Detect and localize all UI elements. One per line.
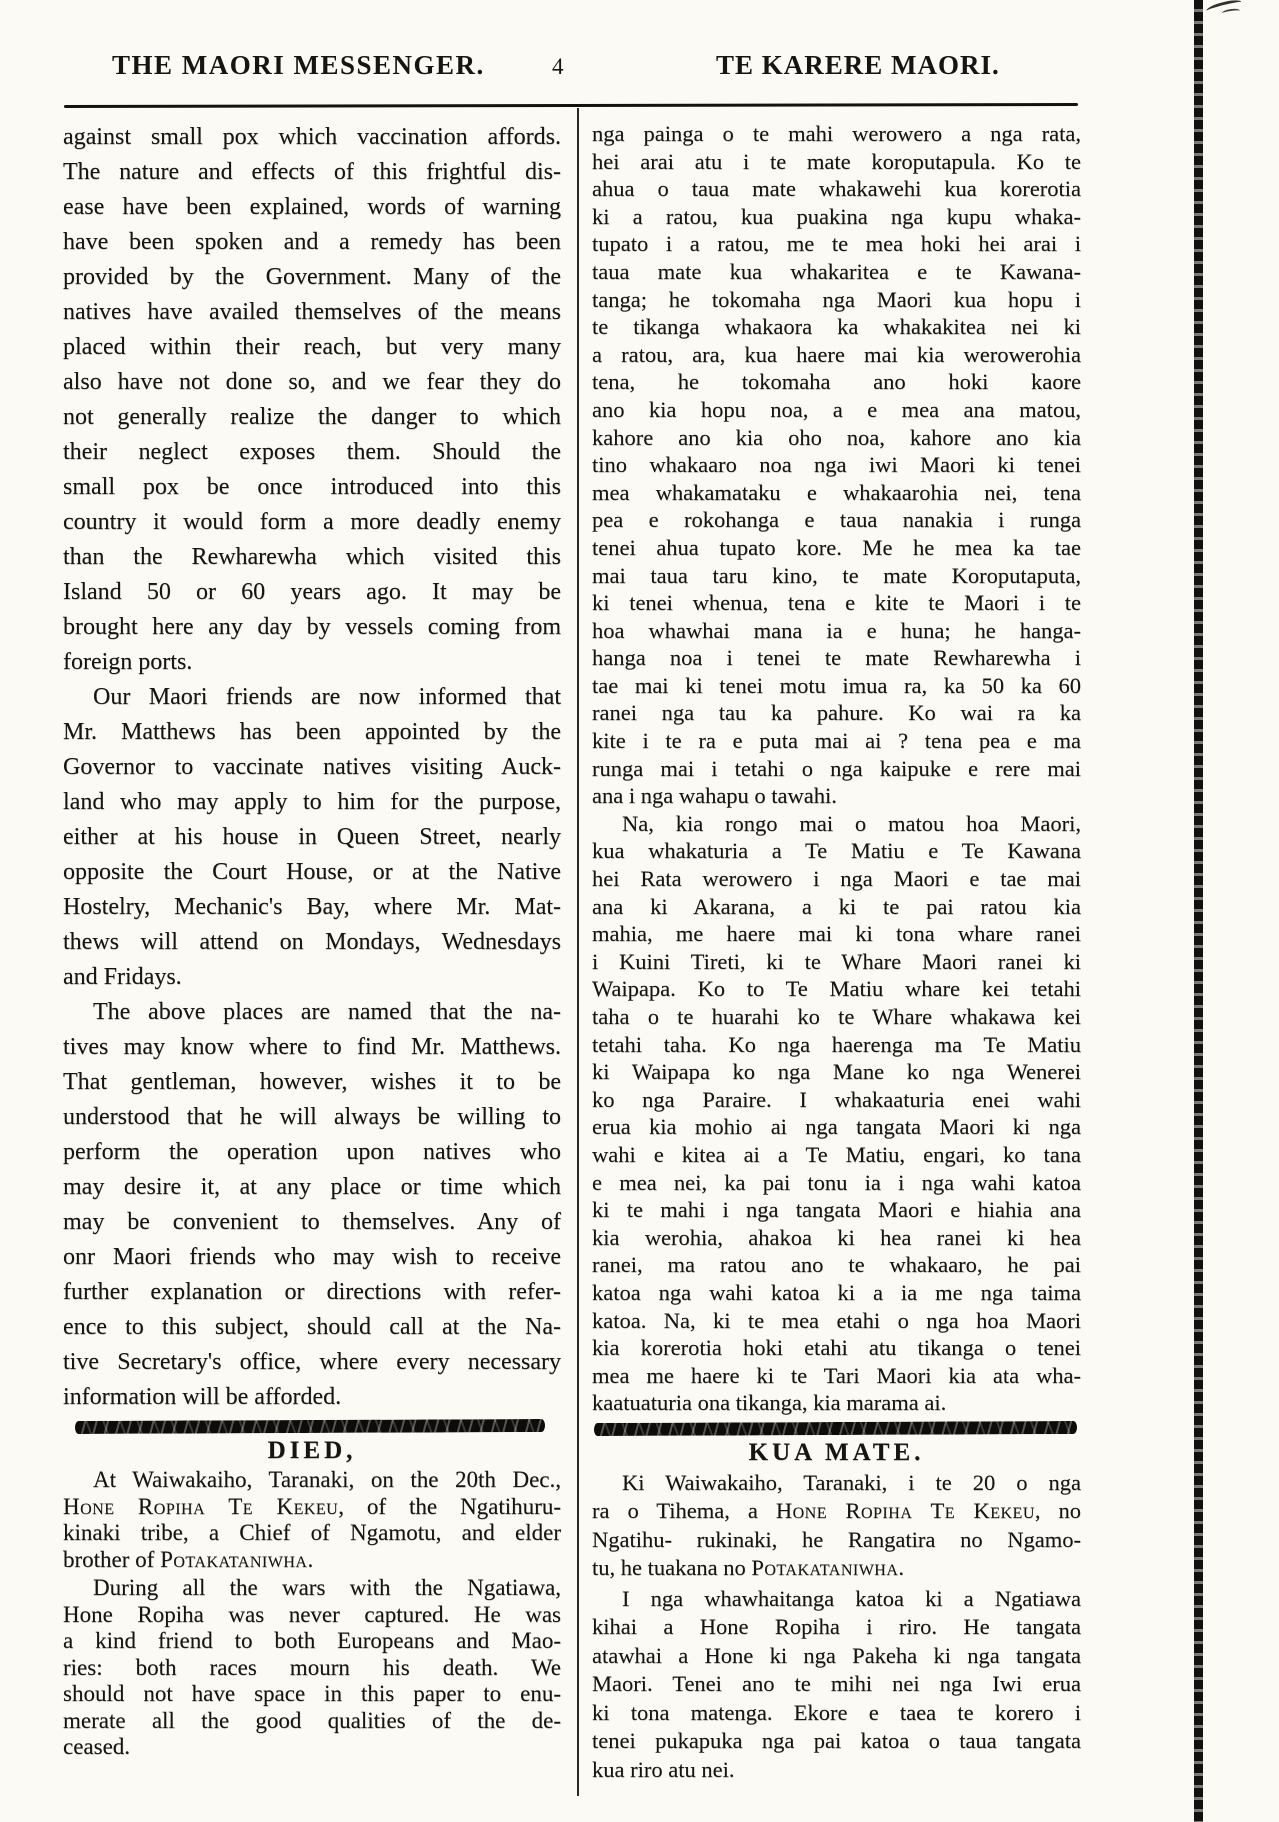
text-run: kinaki tribe, a Chief of Ngamotu, and elder bbox=[63, 1520, 561, 1545]
text-run: tu, he tuakana no bbox=[592, 1555, 752, 1581]
text-line bbox=[592, 893, 1081, 921]
text-run: tive Secretary's office, where every necessary bbox=[63, 1349, 561, 1375]
text-line bbox=[63, 1065, 561, 1100]
text-line bbox=[592, 617, 1081, 645]
text-run: further explanation or directions with refer- bbox=[63, 1279, 561, 1305]
text-run: Na, kia rongo mai o matou hoa Maori, bbox=[622, 810, 1081, 836]
text-line bbox=[592, 1585, 1081, 1614]
text-line bbox=[592, 1031, 1081, 1059]
header-rule bbox=[64, 103, 1078, 108]
text-run: understood that he will always be willing to bbox=[63, 1104, 561, 1130]
text-run: Waipapa. Ko to Te Matiu whare kei tetahi bbox=[592, 976, 1081, 1002]
ornamental-rule-bar bbox=[75, 1419, 545, 1434]
smallcaps-name: Potakataniwha bbox=[160, 1546, 308, 1572]
text-line bbox=[63, 1602, 561, 1629]
text-run: ence to this subject, should call at the Na- bbox=[63, 1314, 561, 1340]
text-line bbox=[63, 435, 561, 470]
text-run: ano kia hopu noa, a e mea ana matou, bbox=[592, 396, 1081, 422]
text-line bbox=[592, 589, 1081, 617]
text-line bbox=[592, 1334, 1081, 1362]
text-line bbox=[592, 1756, 1081, 1785]
text-run: kihai a Hone Ropiha i riro. He tangata bbox=[592, 1614, 1081, 1640]
text-run: a ratou, ara, kua haere mai kia werowerohia bbox=[592, 341, 1081, 367]
text-run: , of the Ngatihuru- bbox=[338, 1493, 561, 1519]
masthead-left-title: THE MAORI MESSENGER. bbox=[112, 50, 485, 80]
text-run: perform the operation upon natives who bbox=[63, 1139, 561, 1165]
text-line bbox=[63, 1520, 561, 1547]
text-line bbox=[592, 451, 1081, 479]
paragraph bbox=[63, 995, 561, 1415]
text-run: ki tenei whenua, tena e kite te Maori i te bbox=[592, 590, 1081, 616]
text-run: katoa. Na, ki te mea etahi o nga hoa Maori bbox=[592, 1307, 1081, 1333]
page-edge-scan-band bbox=[1194, 0, 1203, 1822]
text-line bbox=[63, 505, 561, 540]
text-line bbox=[592, 562, 1081, 590]
text-run: opposite the Court House, or at the Native bbox=[63, 859, 561, 885]
text-run: hanga noa i tenei te mate Rewharewha i bbox=[592, 645, 1081, 671]
text-run: natives have availed themselves of the means bbox=[63, 299, 561, 325]
text-run: nga painga o te mahi werowero a nga rata, bbox=[592, 121, 1081, 146]
text-run: hoa whawhai mana ia e huna; he hanga- bbox=[592, 617, 1081, 643]
text-run: hei arai atu i te mate koroputapula. Ko te bbox=[592, 148, 1081, 174]
text-line bbox=[63, 1734, 561, 1761]
text-line bbox=[592, 1642, 1081, 1671]
text-line bbox=[592, 341, 1081, 369]
text-run: their neglect exposes them. Should the bbox=[63, 439, 561, 465]
text-run: tena, he tokomaha ano hoki kaore bbox=[592, 369, 1081, 395]
text-run: onr Maori friends who may wish to receive bbox=[63, 1244, 561, 1270]
text-run: kahore ano kia oho noa, kahore ano kia bbox=[592, 424, 1081, 450]
text-line bbox=[592, 479, 1081, 507]
text-line bbox=[592, 534, 1081, 562]
text-line bbox=[592, 1279, 1081, 1307]
text-line bbox=[63, 820, 561, 855]
text-line bbox=[592, 1362, 1081, 1390]
text-run: brought here any day by vessels coming from bbox=[63, 614, 561, 640]
paragraph bbox=[63, 120, 561, 680]
text-line bbox=[592, 1086, 1081, 1114]
text-run: taha o te huarahi ko te Whare whakawa kei bbox=[592, 1004, 1081, 1029]
text-run: kia werohia, ahakoa ki hea ranei ki hea bbox=[592, 1224, 1081, 1250]
paragraph bbox=[592, 810, 1081, 1417]
text-line bbox=[592, 1224, 1081, 1252]
text-line bbox=[63, 1240, 561, 1275]
text-line bbox=[63, 1380, 561, 1415]
text-run: mahia, me haere mai ki tona whare ranei bbox=[592, 921, 1081, 947]
text-run: tetahi taha. Ko nga haerenga ma Te Matiu bbox=[592, 1031, 1081, 1057]
text-line bbox=[592, 810, 1081, 838]
text-line bbox=[63, 680, 561, 715]
text-line bbox=[63, 1205, 561, 1240]
text-line bbox=[63, 890, 561, 925]
text-run: also have not done so, and we fear they do bbox=[63, 369, 561, 395]
text-line bbox=[63, 120, 561, 155]
smallcaps-name: Hone Ropiha Te Kekeu bbox=[775, 1498, 1035, 1524]
text-line bbox=[63, 365, 561, 400]
text-run: Our Maori friends are now informed that bbox=[93, 684, 561, 710]
text-run: Hone Ropiha was never captured. He was bbox=[63, 1601, 561, 1627]
text-run: ries: both races mourn his death. We bbox=[63, 1654, 561, 1680]
text-line bbox=[63, 645, 561, 680]
text-line bbox=[592, 1389, 1081, 1417]
paragraph bbox=[592, 1469, 1081, 1583]
text-line bbox=[63, 190, 561, 225]
text-run: may be convenient to themselves. Any of bbox=[63, 1209, 561, 1235]
text-run: ana ki Akarana, a ki te pai ratou kia bbox=[592, 893, 1081, 919]
maori-column bbox=[592, 120, 1081, 1784]
text-run: That gentleman, however, wishes it to be bbox=[63, 1069, 561, 1095]
text-run: kua riro atu nei. bbox=[592, 1756, 735, 1782]
text-run: tives may know where to find Mr. Matthews. bbox=[63, 1034, 561, 1060]
text-run: mea me haere ki te Tari Maori kia ata wha- bbox=[592, 1362, 1081, 1388]
text-line bbox=[592, 1727, 1081, 1756]
text-run: I nga whawhaitanga katoa ki a Ngatiawa bbox=[622, 1585, 1081, 1611]
text-run: tenei ahua tupato kore. Me he mea ka tae bbox=[592, 534, 1081, 560]
text-line bbox=[63, 610, 561, 645]
text-run: merate all the good qualities of the de- bbox=[63, 1707, 561, 1733]
text-line bbox=[63, 1170, 561, 1205]
text-line bbox=[592, 506, 1081, 534]
text-run: ki te mahi i nga tangata Maori e hiahia ana bbox=[592, 1197, 1081, 1223]
text-line bbox=[63, 925, 561, 960]
text-line bbox=[63, 1100, 561, 1135]
section-heading: KUA MATE. bbox=[748, 1438, 925, 1466]
text-line bbox=[63, 785, 561, 820]
text-line bbox=[63, 855, 561, 890]
text-line bbox=[63, 295, 561, 330]
text-line bbox=[592, 1169, 1081, 1197]
text-line bbox=[592, 672, 1081, 700]
text-line bbox=[592, 120, 1081, 148]
text-run: tino whakaaro noa nga iwi Maori ki tenei bbox=[592, 452, 1081, 478]
text-run: . bbox=[307, 1546, 314, 1572]
smallcaps-name: Potakataniwha bbox=[751, 1555, 899, 1581]
text-line bbox=[63, 1628, 561, 1655]
text-run: tenei pukapuka nga pai katoa o taua tangata bbox=[592, 1728, 1081, 1754]
text-line bbox=[63, 1494, 561, 1521]
text-line bbox=[63, 330, 561, 365]
text-run: kite i te ra e puta mai ai ? tena pea e ma bbox=[592, 728, 1081, 754]
text-run: ana i nga wahapu o tawahi. bbox=[592, 783, 837, 809]
text-line bbox=[63, 960, 561, 995]
text-line bbox=[63, 540, 561, 575]
smallcaps-name: Hone Ropiha Te Kekeu bbox=[63, 1493, 339, 1519]
text-run: e mea nei, ka pai tonu ia i nga wahi katoa bbox=[592, 1169, 1081, 1195]
text-line bbox=[63, 1275, 561, 1310]
text-run: ki tona matenga. Ekore e taea te korero i bbox=[592, 1699, 1081, 1725]
text-run: kia korerotia hoki etahi atu tikanga o tenei bbox=[592, 1335, 1081, 1361]
text-line bbox=[63, 470, 561, 505]
text-run: te tikanga whakaora ka whakakitea nei ki bbox=[592, 314, 1081, 340]
page-number: 4 bbox=[552, 54, 564, 79]
text-run: against small pox which vaccination affords. bbox=[63, 124, 561, 150]
text-run: At Waiwakaiho, Taranaki, on the 20th Dec., bbox=[93, 1467, 561, 1492]
text-line bbox=[63, 1655, 561, 1682]
text-line bbox=[63, 155, 561, 190]
text-line bbox=[592, 1497, 1081, 1526]
text-run: kua whakaturia a Te Matiu e Te Kawana bbox=[592, 838, 1081, 864]
text-line bbox=[592, 1141, 1081, 1169]
text-run: ranei nga tau ka pahure. Ko wai ra ka bbox=[592, 700, 1081, 726]
text-run: ahua o taua mate whakawehi kua korerotia bbox=[592, 176, 1081, 202]
text-run: small pox be once introduced into this bbox=[63, 474, 561, 500]
text-line bbox=[592, 396, 1081, 424]
english-column bbox=[63, 120, 561, 1761]
text-line bbox=[63, 1030, 561, 1065]
text-run: , no bbox=[1034, 1498, 1081, 1524]
text-line bbox=[592, 1251, 1081, 1279]
text-run: pea e rokohanga e taua nanakia i runga bbox=[592, 507, 1081, 533]
text-line bbox=[63, 1467, 561, 1494]
text-line bbox=[592, 286, 1081, 314]
text-line bbox=[63, 1575, 561, 1602]
text-run: Hostelry, Mechanic's Bay, where Mr. Mat- bbox=[63, 894, 561, 920]
text-run: tupato i a ratou, me te mea hoki hei arai i bbox=[592, 231, 1081, 257]
paragraph bbox=[63, 1575, 561, 1761]
text-run: either at his house in Queen Street, nearly bbox=[63, 824, 561, 850]
text-run: . bbox=[898, 1555, 905, 1581]
text-line bbox=[63, 995, 561, 1030]
section-heading: DIED, bbox=[267, 1437, 357, 1464]
text-run: placed within their reach, but very many bbox=[63, 334, 561, 360]
text-line bbox=[592, 1670, 1081, 1699]
text-run: may desire it, at any place or time which bbox=[63, 1174, 561, 1200]
text-line bbox=[592, 1113, 1081, 1141]
text-line bbox=[592, 1526, 1081, 1555]
paragraph bbox=[63, 1467, 561, 1573]
text-run: runga mai i tetahi o nga kaipuke e rere mai bbox=[592, 755, 1081, 781]
text-line bbox=[592, 203, 1081, 231]
text-line bbox=[592, 424, 1081, 452]
text-run: taua mate kua whakaritea e te Kawana- bbox=[592, 258, 1081, 284]
text-run: country it would form a more deadly enemy bbox=[63, 509, 561, 535]
text-line bbox=[592, 1613, 1081, 1642]
text-run: hei Rata werowero i nga Maori e tae mai bbox=[592, 866, 1081, 892]
text-line bbox=[63, 1708, 561, 1735]
text-run: Maori. Tenei ano te mihi nei nga Iwi erua bbox=[592, 1671, 1081, 1697]
text-run: a kind friend to both Europeans and Mao- bbox=[63, 1628, 561, 1653]
text-run: atawhai a Hone ki nga Pakeha ki nga tangata bbox=[592, 1642, 1081, 1668]
text-run: ko nga Paraire. I whakaaturia enei wahi bbox=[592, 1086, 1081, 1112]
text-line bbox=[592, 755, 1081, 783]
ornamental-rule-bar bbox=[594, 1421, 1077, 1436]
text-line bbox=[63, 1345, 561, 1380]
text-run: land who may apply to him for the purpose, bbox=[63, 789, 561, 815]
text-run: Mr. Matthews has been appointed by the bbox=[63, 719, 561, 745]
text-line bbox=[592, 148, 1081, 176]
text-run: not generally realize the danger to which bbox=[63, 404, 561, 430]
text-line bbox=[63, 260, 561, 295]
text-line bbox=[592, 948, 1081, 976]
text-run: Governor to vaccinate natives visiting Auck- bbox=[63, 754, 561, 780]
text-run: brother of bbox=[63, 1546, 161, 1572]
text-line bbox=[592, 1307, 1081, 1335]
text-run: katoa nga wahi katoa ki a ia me nga taima bbox=[592, 1279, 1081, 1305]
text-run: ki a ratou, kua puakina nga kupu whaka- bbox=[592, 203, 1081, 229]
text-line bbox=[592, 699, 1081, 727]
text-line bbox=[63, 1135, 561, 1170]
text-line bbox=[592, 1003, 1081, 1031]
text-line bbox=[63, 750, 561, 785]
text-run: provided by the Government. Many of the bbox=[63, 264, 561, 290]
text-run: The nature and effects of this frightful dis- bbox=[63, 159, 561, 185]
paragraph bbox=[592, 120, 1081, 810]
text-line bbox=[63, 1681, 561, 1708]
text-run: mea whakamataku e whakaarohia nei, tena bbox=[592, 479, 1081, 505]
text-run: During all the wars with the Ngatiawa, bbox=[93, 1575, 561, 1600]
text-line bbox=[592, 1699, 1081, 1728]
text-line bbox=[592, 920, 1081, 948]
text-line bbox=[63, 575, 561, 610]
text-run: erua kia mohio ai nga tangata Maori ki nga bbox=[592, 1114, 1081, 1140]
text-run: than the Rewharewha which visited this bbox=[63, 544, 561, 570]
text-line bbox=[592, 865, 1081, 893]
text-line bbox=[63, 400, 561, 435]
paragraph bbox=[592, 1585, 1081, 1785]
text-line bbox=[592, 230, 1081, 258]
text-run: foreign ports. bbox=[63, 649, 193, 675]
text-line bbox=[592, 975, 1081, 1003]
text-line bbox=[592, 258, 1081, 286]
column-divider-rule bbox=[577, 108, 579, 1796]
text-line bbox=[592, 837, 1081, 865]
text-run: and Fridays. bbox=[63, 964, 182, 990]
text-line bbox=[592, 1469, 1081, 1498]
text-line bbox=[63, 1547, 561, 1574]
text-run: ranei, ma ratou ano te whakaaro, he pai bbox=[592, 1252, 1081, 1278]
text-run: i Kuini Tireti, ki te Whare Maori ranei ki bbox=[592, 948, 1081, 974]
text-run: Ngatihu- rukinaki, he Rangatira no Ngamo- bbox=[592, 1526, 1081, 1552]
text-run: Ki Waiwakaiho, Taranaki, i te 20 o nga bbox=[622, 1469, 1081, 1495]
text-run: kaatuaturia ona tikanga, kia marama ai. bbox=[592, 1390, 947, 1416]
text-line bbox=[592, 1058, 1081, 1086]
masthead bbox=[0, 0, 1279, 112]
text-run: have been spoken and a remedy has been bbox=[63, 229, 561, 255]
text-run: mai taua taru kino, te mate Koroputaputa, bbox=[592, 562, 1081, 588]
text-run: wahi e kitea ai a Te Matiu, engari, ko tana bbox=[592, 1141, 1081, 1167]
text-line bbox=[592, 727, 1081, 755]
text-line bbox=[592, 644, 1081, 672]
text-run: The above places are named that the na- bbox=[93, 999, 561, 1025]
text-run: ceased. bbox=[63, 1734, 131, 1759]
text-run: should not have space in this paper to enu- bbox=[63, 1681, 561, 1706]
paragraph bbox=[63, 680, 561, 995]
text-line bbox=[63, 225, 561, 260]
text-line bbox=[63, 1310, 561, 1345]
text-run: thews will attend on Mondays, Wednesdays bbox=[63, 929, 561, 955]
text-line bbox=[592, 782, 1081, 810]
text-line bbox=[592, 175, 1081, 203]
text-line bbox=[592, 1196, 1081, 1224]
text-run: tae mai ki tenei motu imua ra, ka 50 ka 60 bbox=[592, 672, 1081, 698]
text-run: information will be afforded. bbox=[63, 1384, 342, 1410]
masthead-right-title: TE KARERE MAORI. bbox=[716, 50, 1000, 80]
text-run: tanga; he tokomaha nga Maori kua hopu i bbox=[592, 286, 1081, 312]
text-run: ease have been explained, words of warning bbox=[63, 194, 561, 220]
text-line bbox=[63, 715, 561, 750]
text-line bbox=[592, 313, 1081, 341]
text-run: ra o Tihema, a bbox=[592, 1498, 776, 1524]
text-run: ki Waipapa ko nga Mane ko nga Wenerei bbox=[592, 1059, 1081, 1085]
text-line bbox=[592, 368, 1081, 396]
text-line bbox=[592, 1554, 1081, 1583]
text-run: Island 50 or 60 years ago. It may be bbox=[63, 579, 561, 605]
